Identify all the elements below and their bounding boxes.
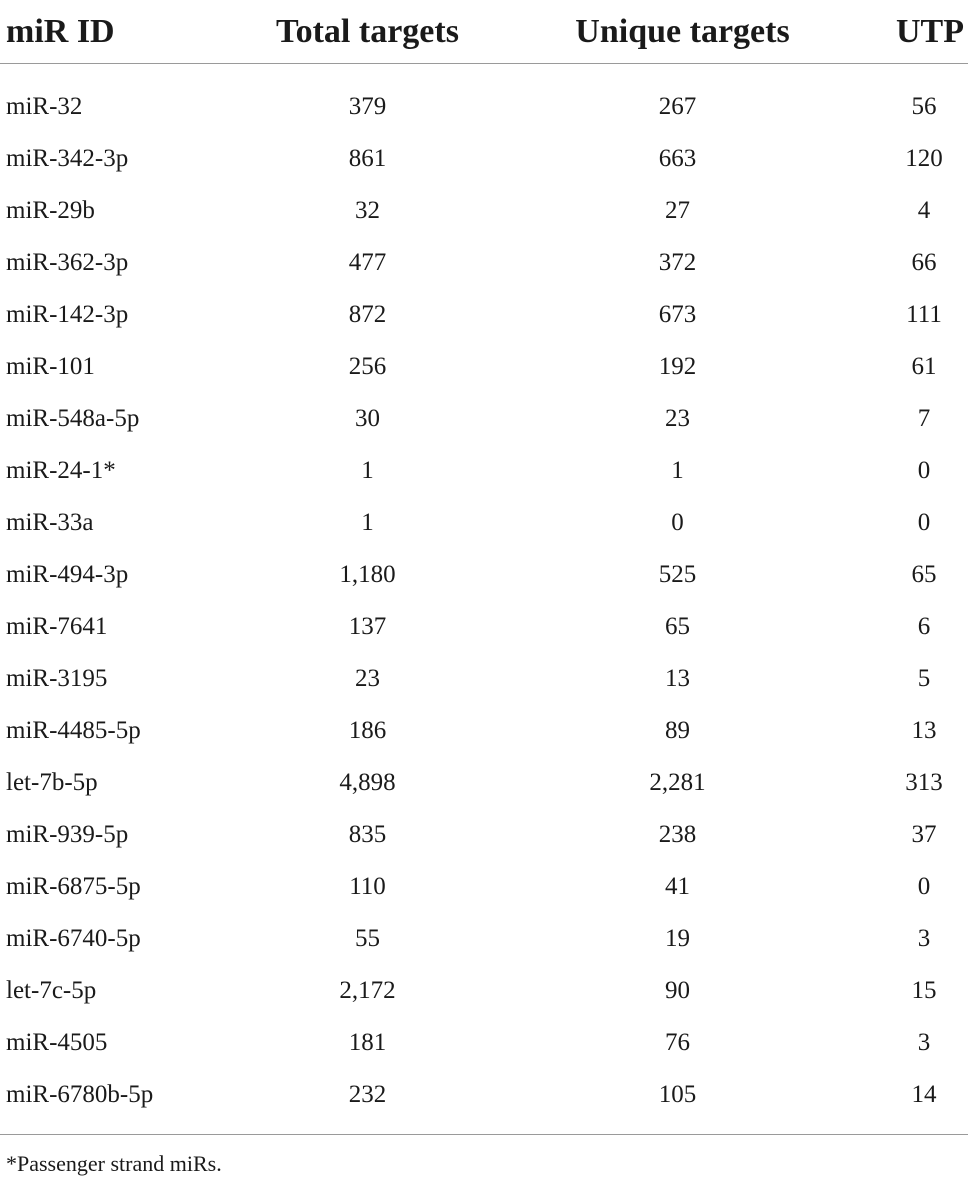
total-targets-cell: 861 xyxy=(348,144,387,172)
utp-cell: 65 xyxy=(911,560,937,588)
utp-cell: 15 xyxy=(911,976,937,1004)
mir-id-cell: miR-494-3p xyxy=(6,560,129,588)
utp-cell: 66 xyxy=(911,248,937,276)
unique-targets-cell: 238 xyxy=(658,820,697,848)
utp-cell: 56 xyxy=(911,92,937,120)
utp-cell: 3 xyxy=(917,924,931,952)
unique-targets-cell: 19 xyxy=(665,924,690,952)
unique-targets-cell: 663 xyxy=(658,144,697,172)
table-row xyxy=(0,548,968,600)
mir-id-cell: miR-29b xyxy=(6,196,95,224)
unique-targets-cell: 2,281 xyxy=(649,768,706,796)
utp-cell: 0 xyxy=(917,456,931,484)
utp-cell: 5 xyxy=(917,664,931,692)
mir-id-cell: miR-4485-5p xyxy=(6,716,141,744)
unique-targets-cell: 673 xyxy=(658,300,697,328)
table-row xyxy=(0,704,968,756)
table-row xyxy=(0,392,968,444)
utp-cell: 13 xyxy=(911,716,937,744)
table-row xyxy=(0,132,968,184)
utp-cell: 7 xyxy=(917,404,931,432)
mir-id-cell: miR-142-3p xyxy=(6,300,129,328)
table-row xyxy=(0,756,968,808)
total-targets-cell: 872 xyxy=(348,300,387,328)
header-row xyxy=(0,0,968,64)
utp-cell: 111 xyxy=(906,300,942,328)
utp-cell: 313 xyxy=(905,768,943,796)
table-row xyxy=(0,808,968,860)
mir-id-cell: let-7b-5p xyxy=(6,768,98,796)
table-row xyxy=(0,444,968,496)
table-row xyxy=(0,1016,968,1068)
unique-targets-cell: 27 xyxy=(665,196,690,224)
total-targets-cell: 1 xyxy=(361,456,374,484)
unique-targets-cell: 65 xyxy=(665,612,690,640)
total-targets-cell: 835 xyxy=(348,820,387,848)
unique-targets-cell: 105 xyxy=(658,1080,697,1108)
utp-cell: 0 xyxy=(917,508,931,536)
total-targets-cell: 32 xyxy=(355,196,380,224)
utp-cell: 4 xyxy=(917,196,931,224)
table-row xyxy=(0,340,968,392)
table-row xyxy=(0,184,968,236)
mir-id-cell: miR-3195 xyxy=(6,664,108,692)
mir-id-cell: miR-6780b-5p xyxy=(6,1080,154,1108)
unique-targets-cell: 13 xyxy=(665,664,690,692)
unique-targets-cell: 0 xyxy=(671,508,684,536)
header-unique-targets: Unique targets xyxy=(485,0,870,64)
mir-id-cell: miR-6875-5p xyxy=(6,872,141,900)
unique-targets-cell: 76 xyxy=(665,1028,690,1056)
mir-id-cell: miR-24-1* xyxy=(6,456,116,484)
table-row xyxy=(0,496,968,548)
table-row xyxy=(0,860,968,912)
mir-id-cell: miR-32 xyxy=(6,92,83,120)
total-targets-cell: 181 xyxy=(348,1028,387,1056)
mir-id-cell: let-7c-5p xyxy=(6,976,97,1004)
mir-id-cell: miR-4505 xyxy=(6,1028,108,1056)
total-targets-cell: 1 xyxy=(361,508,374,536)
utp-cell: 61 xyxy=(911,352,937,380)
table-row xyxy=(0,288,968,340)
unique-targets-cell: 525 xyxy=(658,560,697,588)
mir-id-cell: miR-939-5p xyxy=(6,820,129,848)
mir-id-cell: miR-33a xyxy=(6,508,94,536)
total-targets-cell: 232 xyxy=(348,1080,387,1108)
table-row xyxy=(0,600,968,652)
mir-id-cell: miR-101 xyxy=(6,352,95,380)
total-targets-cell: 186 xyxy=(348,716,387,744)
table-row xyxy=(0,80,968,132)
header-total-targets: Total targets xyxy=(250,0,485,64)
total-targets-cell: 4,898 xyxy=(339,768,396,796)
utp-cell: 6 xyxy=(917,612,931,640)
utp-cell: 0 xyxy=(917,872,931,900)
total-targets-cell: 55 xyxy=(355,924,380,952)
total-targets-cell: 256 xyxy=(348,352,387,380)
table-footnote: *Passenger strand miRs. xyxy=(6,1151,222,1176)
unique-targets-cell: 89 xyxy=(665,716,690,744)
total-targets-cell: 137 xyxy=(348,612,387,640)
total-targets-cell: 477 xyxy=(348,248,387,276)
table-row xyxy=(0,912,968,964)
utp-cell: 14 xyxy=(911,1080,937,1108)
mir-id-cell: miR-7641 xyxy=(6,612,108,640)
mir-id-cell: miR-342-3p xyxy=(6,144,129,172)
table-row xyxy=(0,236,968,288)
table-row xyxy=(0,1068,968,1120)
utp-cell: 120 xyxy=(905,144,943,172)
table-bottom-rule xyxy=(0,1120,968,1135)
table-header xyxy=(0,0,968,64)
total-targets-cell: 379 xyxy=(348,92,387,120)
total-targets-cell: 110 xyxy=(349,872,386,900)
mir-id-cell: miR-6740-5p xyxy=(6,924,141,952)
unique-targets-cell: 1 xyxy=(671,456,684,484)
unique-targets-cell: 23 xyxy=(665,404,690,432)
total-targets-cell: 23 xyxy=(355,664,380,692)
spacer-row xyxy=(0,64,968,81)
header-mir-id: miR ID xyxy=(0,0,250,64)
mir-id-cell: miR-548a-5p xyxy=(6,404,140,432)
table-row xyxy=(0,652,968,704)
mir-id-cell: miR-362-3p xyxy=(6,248,129,276)
unique-targets-cell: 267 xyxy=(658,92,697,120)
unique-targets-cell: 41 xyxy=(665,872,690,900)
unique-targets-cell: 192 xyxy=(658,352,697,380)
table-row xyxy=(0,964,968,1016)
header-utp: UTP xyxy=(870,0,968,64)
total-targets-cell: 1,180 xyxy=(339,560,396,588)
unique-targets-cell: 372 xyxy=(658,248,697,276)
utp-cell: 37 xyxy=(911,820,937,848)
total-targets-cell: 30 xyxy=(355,404,380,432)
utp-cell: 3 xyxy=(917,1028,931,1056)
unique-targets-cell: 90 xyxy=(665,976,690,1004)
total-targets-cell: 2,172 xyxy=(339,976,396,1004)
table-body xyxy=(0,64,968,1135)
